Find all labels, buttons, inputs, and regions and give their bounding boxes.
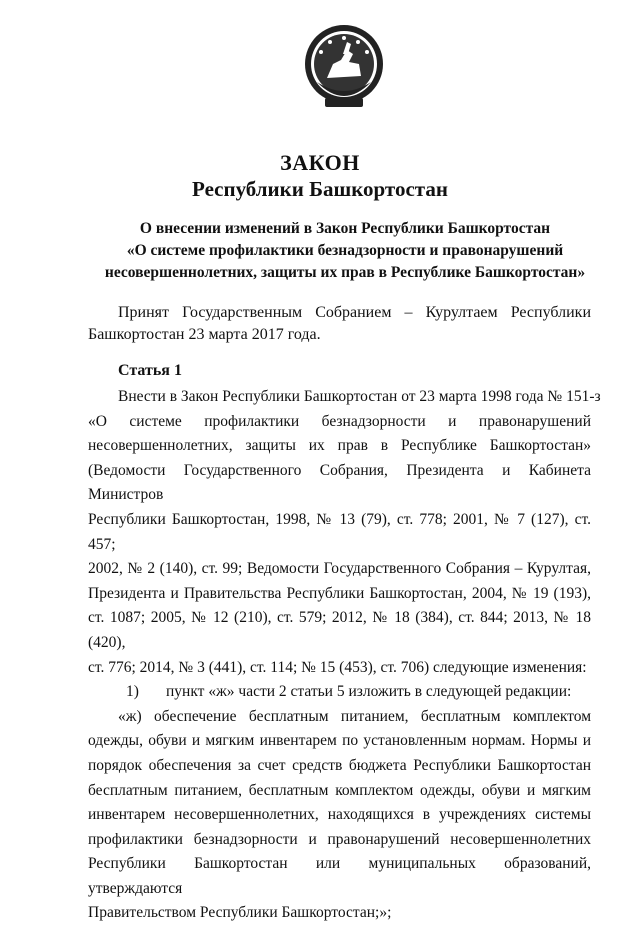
quote-line: Правительством Республики Башкортостан;»; (88, 904, 392, 922)
subject-line: О внесении изменений в Закон Республики Башкортостан (139, 220, 551, 237)
quote-line: инвентарем несовершеннолетних, находящихся в учреждениях системы (88, 806, 591, 824)
adoption-line: Башкортостан 23 марта 2017 года. (88, 326, 321, 343)
list-item (88, 680, 591, 705)
law-title: ЗАКОН (280, 150, 360, 175)
quote-line: «ж) обеспечение бесплатным питанием, бесплатным комплектом (118, 707, 591, 725)
article-line: «О системе профилактики безнадзорности и правонарушений (88, 412, 591, 430)
quote-line: одежды, обуви и мягким инвентарем по установленным нормам. Нормы и (88, 732, 591, 750)
quote-line: бесплатным питанием, бесплатным комплектом одежды, обуви и мягким (88, 781, 591, 799)
article-line: (Ведомости Государственного Собрания, Президента и Кабинета Министров (88, 461, 591, 504)
law-subtitle: Республики Башкортостан (192, 177, 448, 201)
article-line: Внести в Закон Республики Башкортостан от 23 марта 1998 года № 151-з (118, 388, 601, 405)
list-item-text: пункт «ж» части 2 статьи 5 изложить в следующей редакции: (166, 683, 572, 701)
subject-line: несовершеннолетних, защиты их прав в Республике Башкортостан» (104, 264, 586, 281)
article-line: ст. 1087; 2005, № 12 (210), ст. 579; 2012, № 18 (384), ст. 844; 2013, № 18 (420), (88, 609, 591, 651)
article-line: Республики Башкортостан, 1998, № 13 (79), ст. 778; 2001, № 7 (127), ст. 457; (88, 510, 591, 553)
law-subject (80, 218, 610, 284)
article-line: несовершеннолетних, защиты их прав в Республике Башкортостан» (88, 437, 591, 455)
article-line: Президента и Правительства Республики Башкортостан, 2004, № 19 (193), (88, 584, 591, 602)
coat-of-arms-emblem (303, 20, 385, 120)
article-body (88, 385, 601, 926)
article-heading: Статья 1 (118, 362, 182, 379)
article-line: 2002, № 2 (140), ст. 99; Ведомости Государственного Собрания – Курултая, (88, 560, 591, 578)
adoption-line: Принят Государственным Собранием – Курултаем Республики (118, 304, 591, 321)
quote-line: профилактики безнадзорности и правонарушений несовершеннолетних (88, 830, 591, 848)
adoption-note (88, 302, 591, 346)
article-line: ст. 776; 2014, № 3 (441), ст. 114; № 15 (453), ст. 706) следующие изменения: (88, 658, 587, 676)
quote-line: Республики Башкортостан или муниципальных образований, утверждаются (88, 855, 591, 897)
list-item-number: 1) (126, 683, 139, 701)
quote-line: порядок обеспечения за счет средств бюджета Республики Башкортостан (88, 756, 591, 774)
subject-line: «О системе профилактики безнадзорности и правонарушений (126, 242, 564, 259)
